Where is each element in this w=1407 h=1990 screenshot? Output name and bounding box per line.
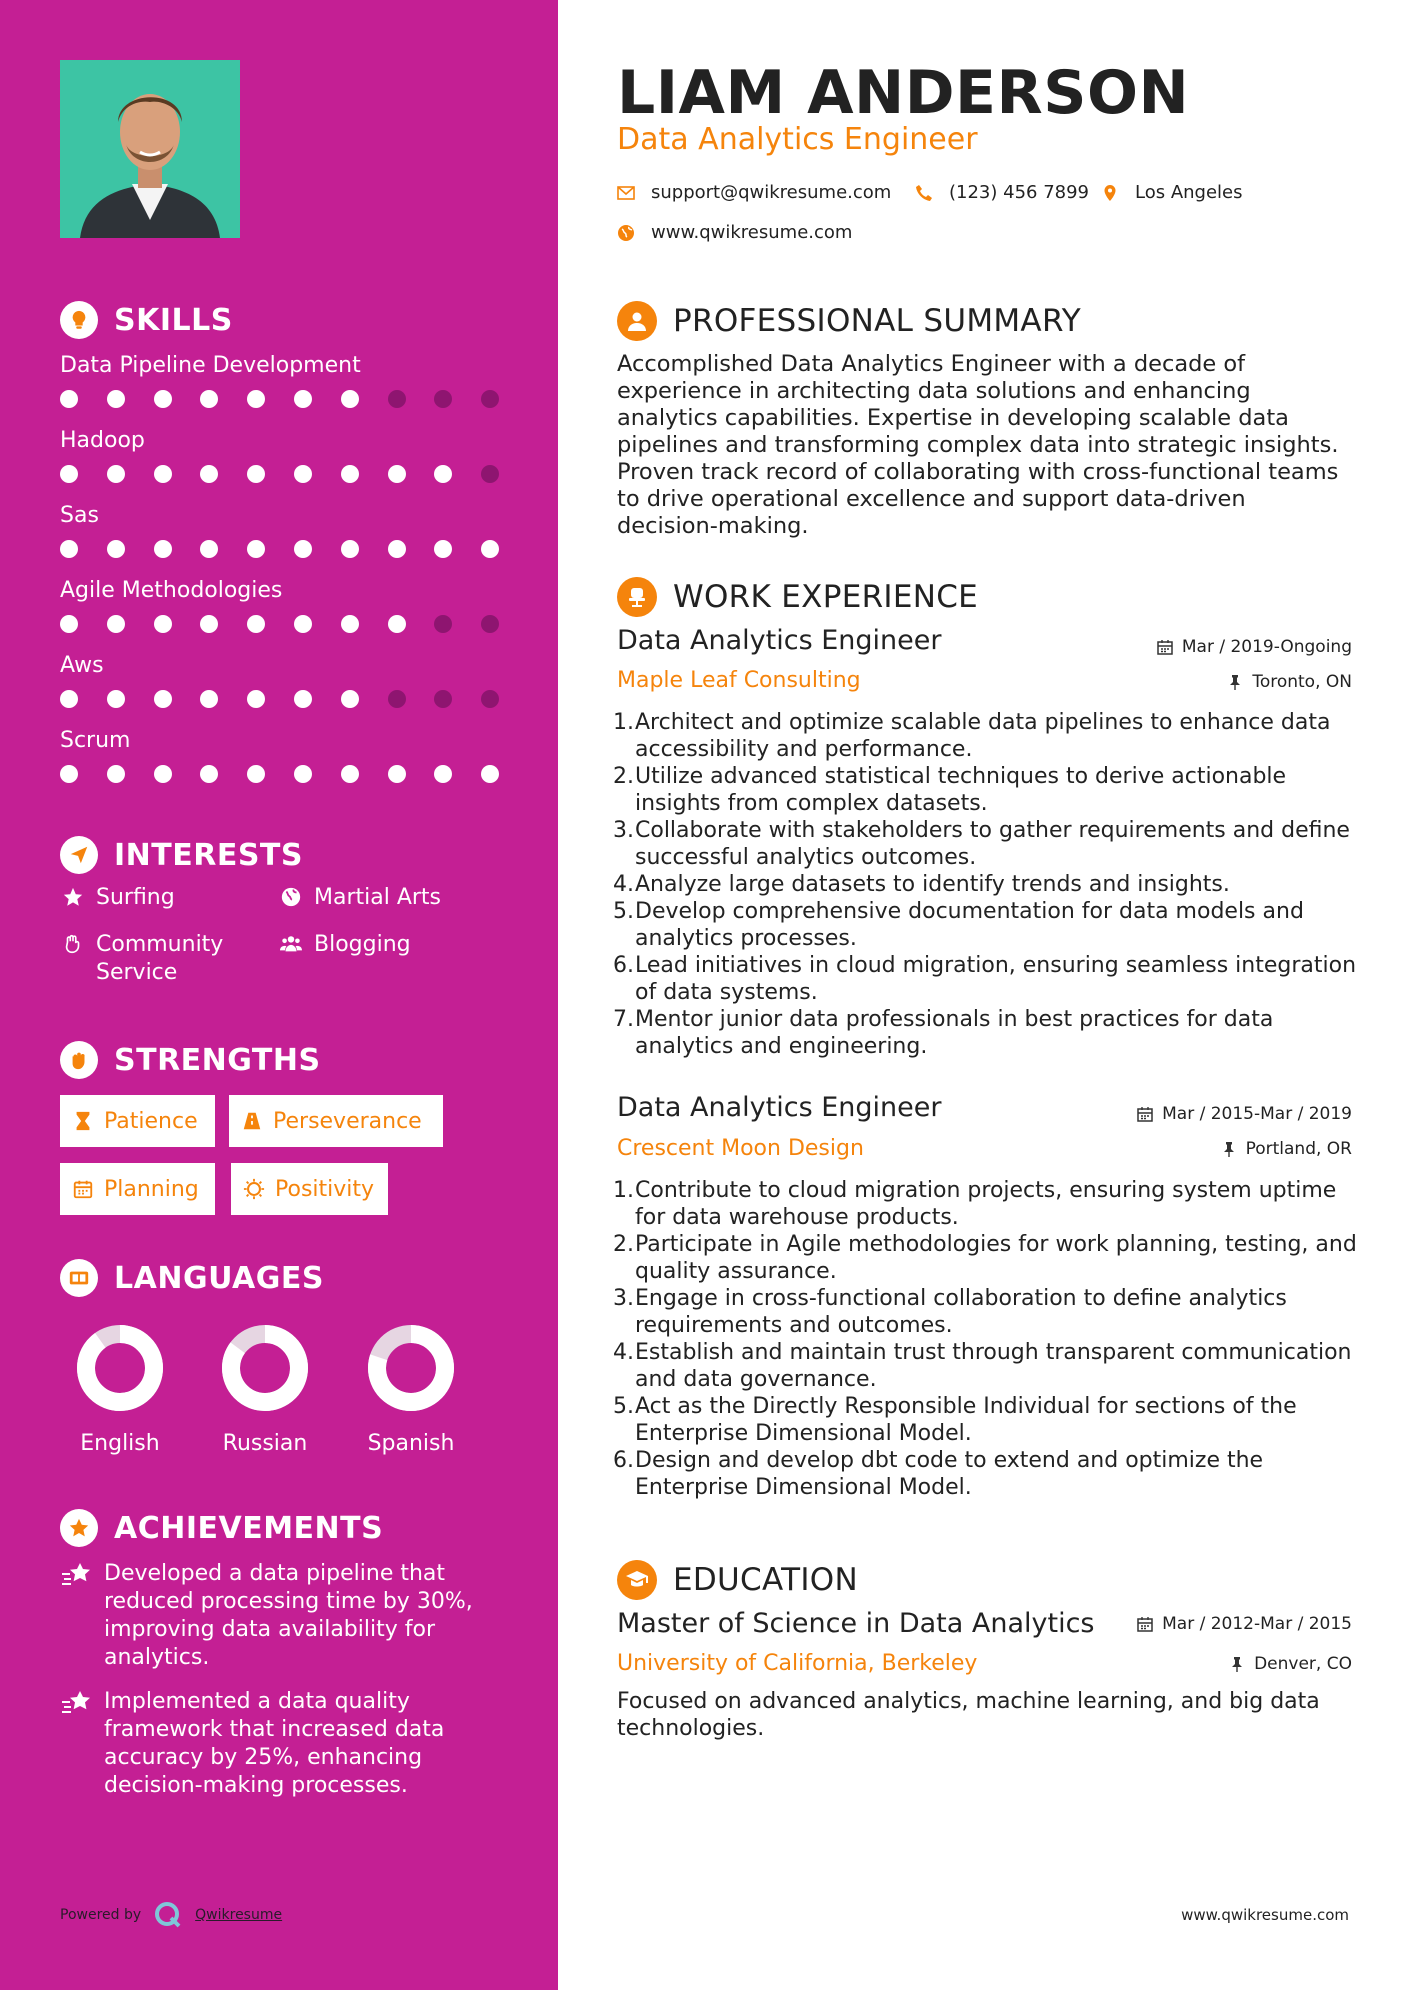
skill-item [60,727,510,755]
skill-dot-filled [481,540,499,558]
interest-item [278,884,441,912]
candidate-title: Data Analytics Engineer [617,122,978,157]
star-icon [60,884,86,910]
list-item [613,1231,1357,1285]
skill-dot-filled [200,465,218,483]
interest-item [278,931,411,959]
skill-dot-filled [294,690,312,708]
skill-dot-filled [60,540,78,558]
skill-dot-filled [107,390,125,408]
contact-email [617,182,891,203]
strength-label: Positivity [275,1176,375,1202]
language-label: Russian [222,1431,308,1456]
job-location [1221,1139,1352,1159]
calendar-icon [1157,639,1173,655]
list-number: 1. [613,710,634,735]
skill-dot-filled [434,465,452,483]
summary-heading [617,301,1081,341]
skill-dot-filled [294,390,312,408]
skill-dot-filled [247,540,265,558]
summary-text: Accomplished Data Analytics Engineer with a decade of experience in architecting data solutions and enhancing analytics capabilities. Expertise in developing scalable data pipelines and transforming complex data into strategic insights. Proven track record of collaborating with cross-functional teams to drive operational excellence and support data-driven decision-making. [617,351,1339,539]
list-item [613,1447,1357,1501]
skill-dot-filled [200,690,218,708]
globe-icon [617,224,635,242]
hand-icon [60,931,86,957]
profile-photo [60,60,240,238]
school-name: University of California, Berkeley [617,1651,978,1676]
summary-title: PROFESSIONAL SUMMARY [673,303,1082,339]
skill-dot-filled [154,690,172,708]
list-number: 3. [613,1286,634,1311]
skill-item [60,502,510,530]
skill-label: Sas [60,503,99,528]
achievement-text: Developed a data pipeline that reduced processing time by 30%, improving data availability for analytics. [104,1561,473,1670]
skill-item [60,352,510,380]
skill-label: Hadoop [60,428,145,453]
list-item-text: Architect and optimize scalable data pipelines to enhance data accessibility and performance. [635,710,1331,762]
language-item [356,1323,466,1456]
list-number: 2. [613,764,634,789]
skill-dot-filled [434,540,452,558]
skills-title: SKILLS [114,302,233,338]
job-bullets [613,709,1357,1060]
skill-label: Agile Methodologies [60,578,283,603]
strength-label: Patience [104,1108,198,1134]
website-text[interactable]: www.qwikresume.com [651,222,853,243]
skill-item [60,427,510,455]
list-number: 5. [613,1394,634,1419]
skill-dot-filled [481,765,499,783]
skill-dot-filled [60,465,78,483]
portrait-image [60,60,240,238]
list-number: 6. [613,1448,634,1473]
achievement-text: Implemented a data quality framework that increased data accuracy by 25%, enhancing decision-making processes. [104,1689,445,1798]
graduation-icon [617,1560,657,1600]
skill-dot-filled [154,390,172,408]
award-star-icon [60,1509,98,1547]
skill-dot-empty [434,390,452,408]
skill-rating [60,615,510,635]
briefcase-chair-icon [617,577,657,617]
skill-dot-filled [60,390,78,408]
education-dates-text: Mar / 2012-Mar / 2015 [1162,1614,1352,1634]
footer-url[interactable]: www.qwikresume.com [1181,1906,1349,1924]
list-number: 6. [613,953,634,978]
education-heading [617,1560,858,1600]
strength-badge [60,1095,215,1147]
skill-dot-filled [154,465,172,483]
list-item-text: Contribute to cloud migration projects, ensuring system uptime for data warehouse products. [635,1178,1337,1230]
skill-dot-filled [247,615,265,633]
skill-label: Aws [60,653,104,678]
pushpin-icon [1227,674,1243,690]
language-item [65,1323,175,1456]
skill-dot-filled [388,540,406,558]
job-location-text: Portland, OR [1245,1139,1352,1159]
list-number: 4. [613,872,634,897]
interest-label: Martial Arts [314,885,442,910]
job-location [1227,672,1352,692]
strength-badge [231,1163,388,1215]
skill-dot-filled [247,465,265,483]
skill-dot-filled [200,765,218,783]
skill-dot-filled [434,765,452,783]
job-title: Data Analytics Engineer [617,625,942,656]
language-label: Spanish [367,1431,455,1456]
interest-item [60,884,175,912]
education-location-text: Denver, CO [1254,1654,1352,1674]
education-description: Focused on advanced analytics, machine learning, and big data technologies. [617,1689,1320,1741]
languages-title: LANGUAGES [114,1260,324,1296]
users-icon [278,931,304,957]
skill-dot-filled [294,540,312,558]
skill-dot-filled [294,765,312,783]
list-item-text: Participate in Agile methodologies for work planning, testing, and quality assurance. [635,1232,1357,1284]
skill-dot-empty [481,690,499,708]
skill-item [60,577,510,605]
skill-dot-filled [154,765,172,783]
powered-by [60,1900,282,1930]
skill-dot-filled [60,615,78,633]
list-item [613,952,1357,1006]
job-dates [1157,637,1352,657]
list-number: 5. [613,899,634,924]
qwikresume-link[interactable]: Qwikresume [195,1907,283,1923]
list-number: 4. [613,1340,634,1365]
job-dates [1137,1104,1352,1124]
education-dates [1137,1614,1352,1634]
interest-item [60,931,223,987]
job-location-text: Toronto, ON [1252,672,1352,692]
calendar-icon [1137,1106,1153,1122]
skill-dot-empty [481,390,499,408]
phone-icon [915,184,933,202]
skill-dot-filled [341,765,359,783]
list-number: 2. [613,1232,634,1257]
language-donut [220,1323,310,1413]
skill-dot-filled [107,615,125,633]
list-item [613,1177,1357,1231]
skill-dot-filled [341,540,359,558]
skill-dot-empty [388,390,406,408]
list-item-text: Utilize advanced statistical techniques to derive actionable insights from complex datasets. [635,764,1287,816]
skill-dot-filled [294,465,312,483]
calendar-icon [1137,1616,1153,1632]
experience-title: WORK EXPERIENCE [673,579,979,615]
list-number: 7. [613,1007,634,1032]
job-dates-text: Mar / 2015-Mar / 2019 [1162,1104,1352,1124]
skill-dot-empty [481,465,499,483]
list-item-text: Analyze large datasets to identify trends and insights. [635,872,1230,897]
interests-title: INTERESTS [114,837,303,873]
skill-dot-filled [107,765,125,783]
skill-rating [60,765,510,785]
email-text[interactable]: support@qwikresume.com [651,182,892,203]
skill-label: Scrum [60,728,131,753]
skill-dot-filled [247,690,265,708]
degree-title: Master of Science in Data Analytics [617,1608,1095,1639]
strengths-title: STRENGTHS [114,1042,321,1078]
skill-dot-filled [107,690,125,708]
skill-rating [60,540,510,560]
language-donut [366,1323,456,1413]
skill-item [60,652,510,680]
list-item-text: Collaborate with stakeholders to gather requirements and define successful analytics outcomes. [635,818,1350,870]
strengths-heading [60,1040,321,1080]
interest-label: Community Service [96,932,224,985]
skill-rating [60,390,510,410]
skill-dot-empty [434,690,452,708]
skill-dot-filled [341,690,359,708]
skill-dot-empty [481,615,499,633]
languages-heading [60,1258,324,1298]
strength-label: Planning [104,1176,199,1202]
skill-dot-filled [247,765,265,783]
user-icon [617,301,657,341]
road-icon [241,1110,263,1132]
list-item-text: Act as the Directly Responsible Individual for sections of the Enterprise Dimensional Model. [635,1394,1297,1446]
skill-dot-empty [388,690,406,708]
contact-phone [915,182,1089,203]
skill-dot-filled [388,615,406,633]
skill-dot-filled [154,540,172,558]
list-item [613,871,1357,898]
calendar-icon [72,1178,94,1200]
achievements-title: ACHIEVEMENTS [114,1510,384,1546]
achievements-heading [60,1508,383,1548]
experience-heading [617,577,978,617]
skill-dot-filled [341,615,359,633]
list-item-text: Mentor junior data professionals in best practices for data analytics and engineering. [635,1007,1274,1059]
hourglass-icon [72,1110,94,1132]
company-name: Maple Leaf Consulting [617,668,861,693]
language-item [210,1323,320,1456]
contact-website [617,222,852,243]
interest-label: Surfing [96,885,175,910]
list-item-text: Establish and maintain trust through transparent communication and data governance. [635,1340,1352,1392]
list-item [613,1006,1357,1060]
skill-dot-empty [434,615,452,633]
skill-dot-filled [60,765,78,783]
interest-label: Blogging [314,932,411,957]
candidate-name: LIAM ANDERSON [617,58,1190,128]
location-text: Los Angeles [1135,182,1243,203]
lightbulb-icon [60,301,98,339]
list-item [613,1285,1357,1339]
skill-dot-filled [200,540,218,558]
skill-label: Data Pipeline Development [60,353,361,378]
skill-rating [60,465,510,485]
powered-by-label: Powered by [60,1907,142,1923]
qwikresume-logo-icon [153,1900,183,1930]
job-title: Data Analytics Engineer [617,1092,942,1123]
pushpin-icon [1229,1656,1245,1672]
skill-dot-filled [341,465,359,483]
language-donut-fill [86,1334,154,1402]
skill-dot-filled [200,615,218,633]
envelope-icon [617,184,635,202]
list-item-text: Lead initiatives in cloud migration, ensuring seamless integration of data systems. [635,953,1357,1005]
strength-badge [229,1095,443,1147]
skill-dot-filled [60,690,78,708]
skill-dot-filled [107,465,125,483]
sun-icon [243,1178,265,1200]
paper-plane-icon [60,836,98,874]
list-item [613,763,1357,817]
skill-rating [60,690,510,710]
skill-dot-filled [341,390,359,408]
strength-label: Perseverance [273,1108,422,1134]
fist-icon [60,1041,98,1079]
language-donut [75,1323,165,1413]
list-item [613,1393,1357,1447]
list-item-text: Engage in cross-functional collaboration to define analytics requirements and outcomes. [635,1286,1287,1338]
list-number: 1. [613,1178,634,1203]
list-item [613,709,1357,763]
list-item [613,1339,1357,1393]
contact-location [1101,182,1243,203]
list-number: 3. [613,818,634,843]
company-name: Crescent Moon Design [617,1136,864,1161]
globe-icon [278,884,304,910]
language-label: English [80,1431,160,1456]
skill-dot-filled [247,390,265,408]
skill-dot-filled [107,540,125,558]
language-icon [60,1259,98,1297]
shooting-star-icon [60,1688,94,1718]
list-item [613,817,1357,871]
list-item [613,898,1357,952]
skills-heading [60,300,233,340]
skill-dot-filled [388,765,406,783]
job-bullets [613,1177,1357,1501]
phone-text[interactable]: (123) 456 7899 [949,182,1090,203]
skill-dot-filled [388,465,406,483]
shooting-star-icon [60,1560,94,1590]
achievement-item [60,1560,500,1672]
job-dates-text: Mar / 2019-Ongoing [1181,637,1352,657]
skill-dot-filled [294,615,312,633]
list-item-text: Design and develop dbt code to extend and optimize the Enterprise Dimensional Model. [635,1448,1264,1500]
interests-heading [60,835,303,875]
strength-badge [60,1163,215,1215]
skill-dot-filled [200,390,218,408]
education-title: EDUCATION [673,1562,858,1598]
sidebar [0,0,558,1990]
skill-dot-filled [154,615,172,633]
list-item-text: Develop comprehensive documentation for data models and analytics processes. [635,899,1304,951]
achievement-item [60,1688,500,1800]
pushpin-icon [1221,1141,1237,1157]
map-marker-icon [1101,184,1119,202]
education-location [1229,1654,1352,1674]
